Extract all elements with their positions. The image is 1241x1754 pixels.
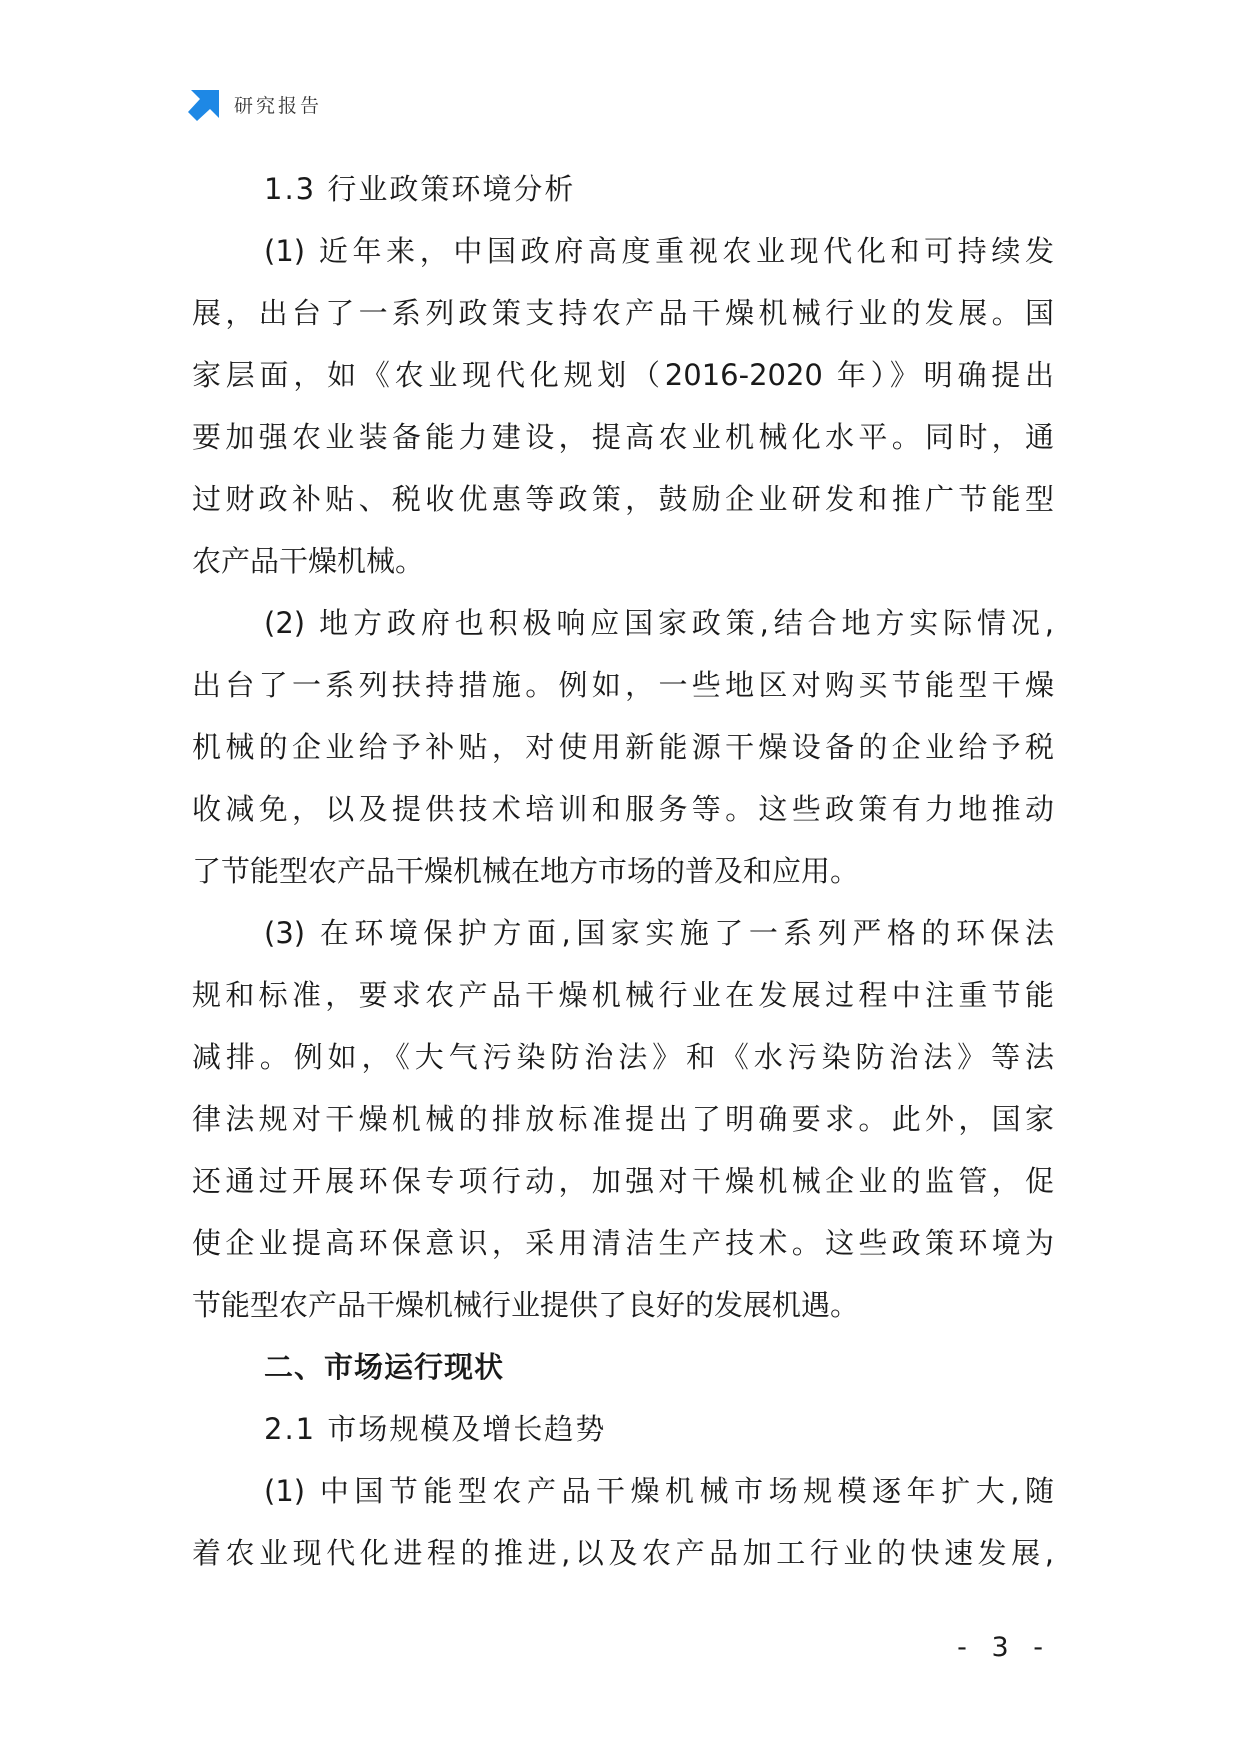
paragraph-4 (192, 1460, 1054, 1584)
section-heading-2-1: 2.1 市场规模及增长趋势 (264, 1412, 607, 1446)
paragraph-line: 收减免，以及提供技术培训和服务等。这些政策有力地推动 (192, 792, 1054, 826)
paragraph-line: 规和标准，要求农产品干燥机械行业在发展过程中注重节能 (192, 978, 1054, 1012)
paragraph-line: 机械的企业给予补贴，对使用新能源干燥设备的企业给予税 (192, 730, 1054, 764)
paragraph-1 (192, 220, 1054, 592)
paragraph-line: 减排。例如，《大气污染防治法》和《水污染防治法》等法 (192, 1040, 1054, 1074)
paragraph-line: 家层面，如《农业现代化规划（2016-2020 年）》明确提出 (192, 358, 1054, 392)
paragraph-line: 节能型农产品干燥机械行业提供了良好的发展机遇。 (192, 1288, 860, 1322)
paragraph-line: (1) 中国节能型农产品干燥机械市场规模逐年扩大,随 (264, 1474, 1054, 1508)
section-heading-1-3: 1.3 行业政策环境分析 (264, 172, 576, 206)
chapter-heading-2: 二、市场运行现状 (264, 1350, 505, 1384)
paragraph-line: 律法规对干燥机械的排放标准提出了明确要求。此外，国家 (192, 1102, 1054, 1136)
paragraph-3 (192, 902, 1054, 1336)
paragraph-line: 使企业提高环保意识，采用清洁生产技术。这些政策环境为 (192, 1226, 1054, 1260)
header-title: 研究报告 (234, 94, 323, 117)
paragraph-line: (3) 在环境保护方面,国家实施了一系列严格的环保法 (264, 916, 1054, 950)
paragraph-line: 还通过开展环保专项行动，加强对干燥机械企业的监管，促 (192, 1164, 1054, 1198)
paragraph-line: (1) 近年来，中国政府高度重视农业现代化和可持续发 (264, 234, 1054, 268)
page-header (188, 86, 322, 122)
paragraph-line: 着农业现代化进程的推进,以及农产品加工行业的快速发展, (192, 1536, 1054, 1570)
paragraph-line: 了节能型农产品干燥机械在地方市场的普及和应用。 (192, 854, 860, 888)
paragraph-line: 出台了一系列扶持措施。例如，一些地区对购买节能型干燥 (192, 668, 1054, 702)
paragraph-line: 过财政补贴、税收优惠等政策，鼓励企业研发和推广节能型 (192, 482, 1054, 516)
paragraph-line: 要加强农业装备能力建设，提高农业机械化水平。同时，通 (192, 420, 1054, 454)
paragraph-line: (2) 地方政府也积极响应国家政策,结合地方实际情况, (264, 606, 1054, 640)
paragraph-2 (192, 592, 1054, 902)
paragraph-line: 展，出台了一系列政策支持农产品干燥机械行业的发展。国 (192, 296, 1054, 330)
page-number: - 3 - (957, 1632, 1051, 1663)
document-body (192, 158, 1054, 1584)
paragraph-line: 农产品干燥机械。 (192, 544, 425, 578)
arrow-up-right-icon (188, 87, 222, 121)
